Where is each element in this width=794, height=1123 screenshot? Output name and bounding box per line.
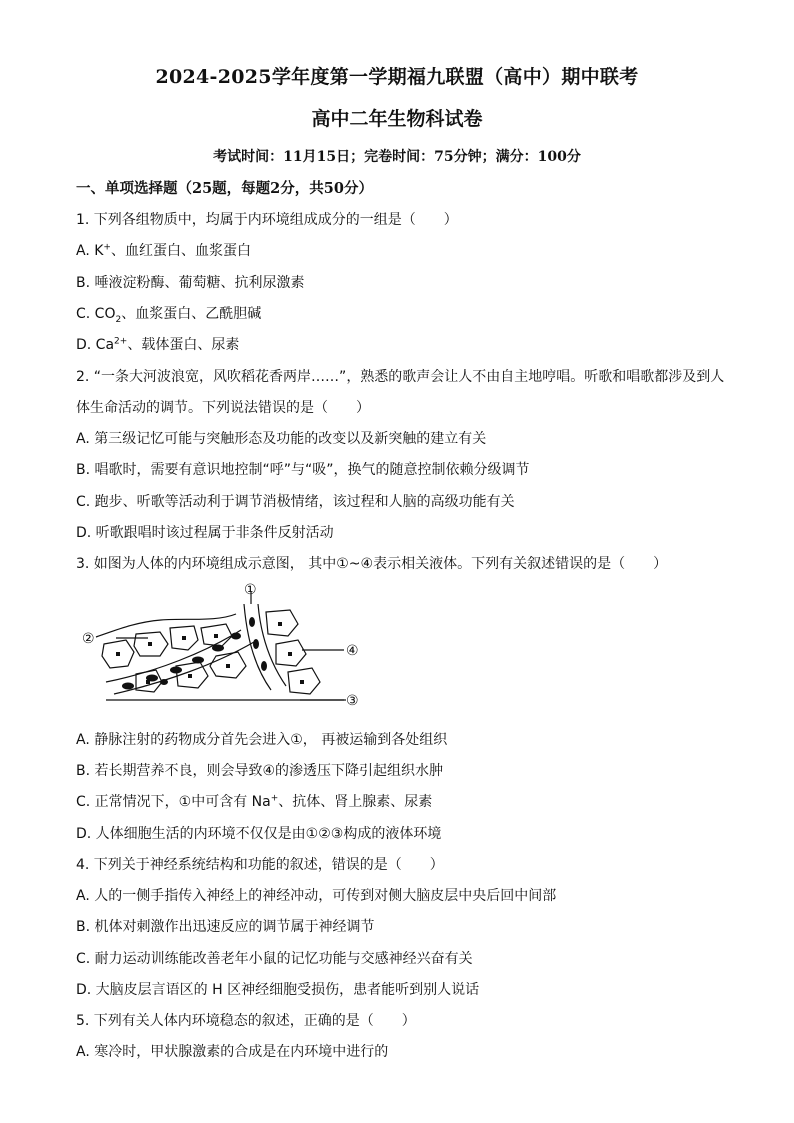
q3-stem: 3. 如图为人体的内环境组成示意图， 其中①~④表示相关液体。下列有关叙述错误的是（ ）	[76, 556, 668, 572]
q3-c-text2: 、抗体、肾上腺素、尿素	[278, 794, 433, 810]
q1-c-text: C. CO	[76, 306, 116, 322]
q1-a-sup: +	[103, 242, 111, 253]
label-4: ④	[346, 643, 359, 659]
q1-stem: 1. 下列各组物质中，均属于内环境组成成分的一组是（ ）	[76, 212, 458, 228]
q1-a-text2: 、血红蛋白、血浆蛋白	[110, 243, 251, 259]
internal-environment-diagram	[76, 582, 376, 712]
q3-option-a: A. 静脉注射的药物成分首先会进入①， 再被运输到各处组织	[76, 732, 448, 748]
q1-d-sup: 2+	[114, 336, 128, 347]
q1-option-c	[76, 303, 261, 325]
q5-stem: 5. 下列有关人体内环境稳态的叙述，正确的是（ ）	[76, 1013, 416, 1029]
exam-subtitle: 高中二年生物科试卷	[311, 108, 483, 130]
q3-option-c	[76, 791, 432, 811]
q1-d-text: D. Ca	[76, 337, 115, 353]
q4-option-c: C. 耐力运动训练能改善老年小鼠的记忆功能与交感神经兴奋有关	[76, 951, 473, 967]
q4-option-b: B. 机体对刺激作出迅速反应的调节属于神经调节	[76, 919, 375, 935]
q1-option-b: B. 唾液淀粉酶、葡萄糖、抗利尿激素	[76, 275, 305, 291]
section-heading: 一、单项选择题（25题，每题2分，共50分）	[76, 180, 373, 197]
q4-option-d: D. 大脑皮层言语区的 H 区神经细胞受损伤，患者能听到别人说话	[76, 982, 480, 998]
q2-stem-line2: 体生命活动的调节。下列说法错误的是（ ）	[76, 400, 370, 416]
q1-a-text: A. K	[76, 243, 104, 259]
q4-option-a: A. 人的一侧手指传入神经上的神经冲动，可传到对侧大脑皮层中央后回中间部	[76, 888, 557, 904]
q1-option-a	[76, 240, 251, 260]
label-3: ③	[346, 693, 359, 709]
q1-c-text2: 、血浆蛋白、乙酰胆碱	[121, 306, 262, 322]
q3-option-d: D. 人体细胞生活的内环境不仅仅是由①②③构成的液体环境	[76, 826, 442, 842]
q1-option-d	[76, 334, 239, 354]
exam-info: 考试时间：11月15日；完卷时间：75分钟；满分：100分	[213, 149, 581, 165]
q1-c-sub: 2	[115, 314, 122, 325]
label-2: ②	[82, 631, 95, 647]
q3-c-sup: +	[270, 793, 279, 804]
q2-option-c: C. 跑步、听歌等活动利于调节消极情绪，该过程和人脑的高级功能有关	[76, 494, 515, 510]
q2-option-d: D. 听歌跟唱时该过程属于非条件反射活动	[76, 525, 334, 541]
exam-title: 2024-2025学年度第一学期福九联盟（高中）期中联考	[155, 66, 639, 88]
q3-c-text: C. 正常情况下，①中可含有 Na	[76, 794, 271, 810]
q2-option-b: B. 唱歌时，需要有意识地控制“呼”与“吸”，换气的随意控制依赖分级调节	[76, 462, 530, 478]
q4-stem: 4. 下列关于神经系统结构和功能的叙述，错误的是（ ）	[76, 857, 444, 873]
q5-option-a: A. 寒冷时，甲状腺激素的合成是在内环境中进行的	[76, 1044, 389, 1060]
label-1: ①	[244, 582, 257, 598]
q3-option-b: B. 若长期营养不良，则会导致④的渗透压下降引起组织水肿	[76, 763, 444, 779]
q2-stem-line1: 2. “一条大河波浪宽，风吹稻花香两岸……”，熟悉的歌声会让人不由自主地哼唱。听歌和唱歌都涉及到人	[76, 369, 725, 385]
q1-d-text2: 、载体蛋白、尿素	[127, 337, 240, 353]
q2-option-a: A. 第三级记忆可能与突触形态及功能的改变以及新突触的建立有关	[76, 431, 487, 447]
